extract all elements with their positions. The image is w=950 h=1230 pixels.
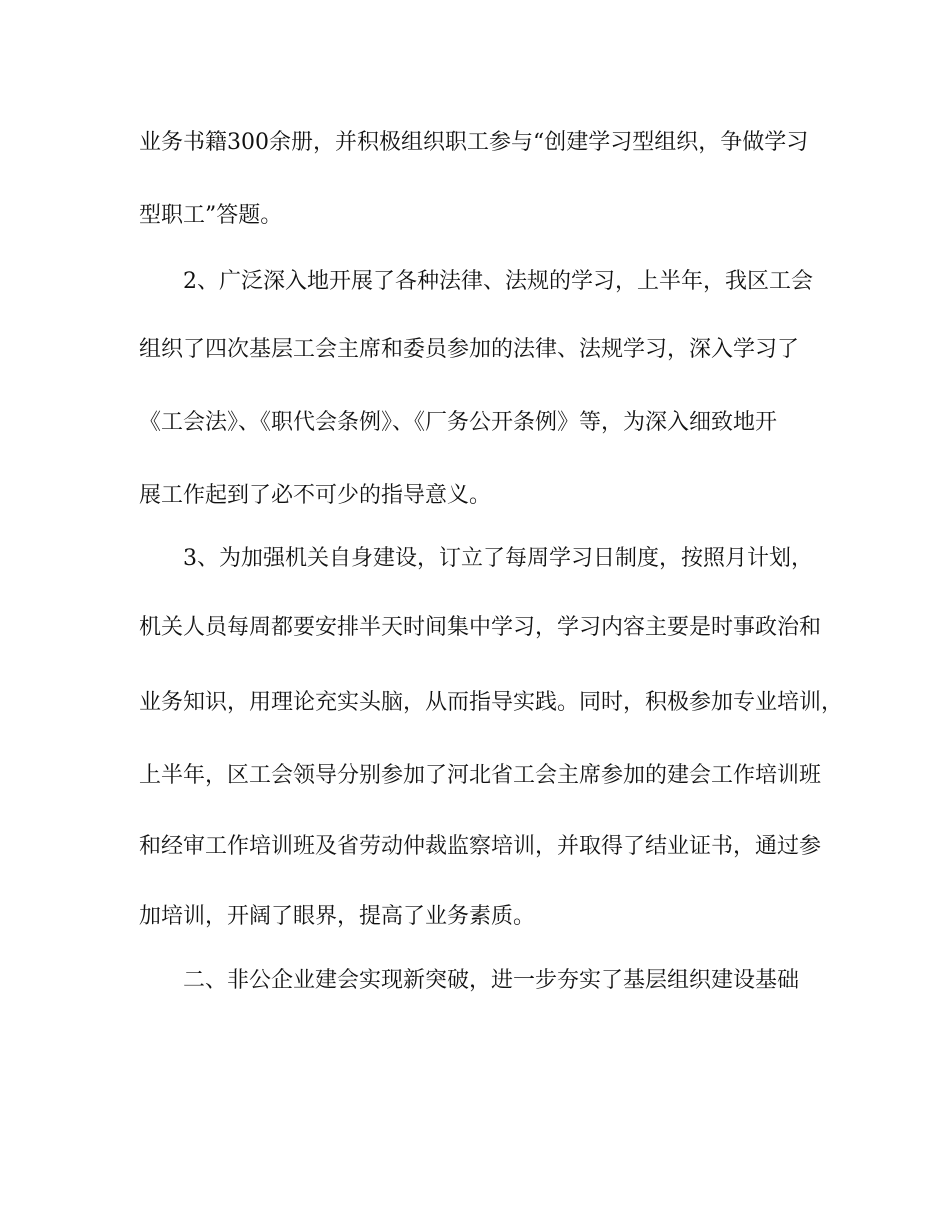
text-line: 业务书籍300余册，并积极组织职工参与“创建学习型组织，争做学习 (139, 130, 809, 155)
section-heading: 二、非公企业建会实现新突破，进一步夯实了基层组织建设基础 (183, 968, 800, 993)
text-line: 展工作起到了必不可少的指导意义。 (139, 483, 492, 508)
paragraph-start: 2、广泛深入地开展了各种法律、法规的学习，上半年，我区工会 (183, 269, 813, 294)
text-line: 上半年，区工会领导分别参加了河北省工会主席参加的建会工作培训班 (139, 763, 822, 788)
text-line: 《工会法》、《职代会条例》、《厂务公开条例》等，为深入细致地开 (139, 410, 778, 435)
paragraph-start: 3、为加强机关自身建设，订立了每周学习日制度，按照月计划， (183, 546, 813, 571)
text-line: 机关人员每周都要安排半天时间集中学习，学习内容主要是时事政治和 (139, 615, 822, 640)
text-line: 和经审工作培训班及省劳动仲裁监察培训，并取得了结业证书，通过参 (139, 834, 822, 859)
text-line: 组织了四次基层工会主席和委员参加的法律、法规学习，深入学习了 (139, 337, 800, 362)
text-line: 加培训，开阔了眼界，提高了业务素质。 (139, 904, 536, 929)
text-line: 业务知识，用理论充实头脑，从而指导实践。同时，积极参加专业培训， (139, 690, 844, 715)
text-line: 型职工”答题。 (139, 203, 283, 228)
